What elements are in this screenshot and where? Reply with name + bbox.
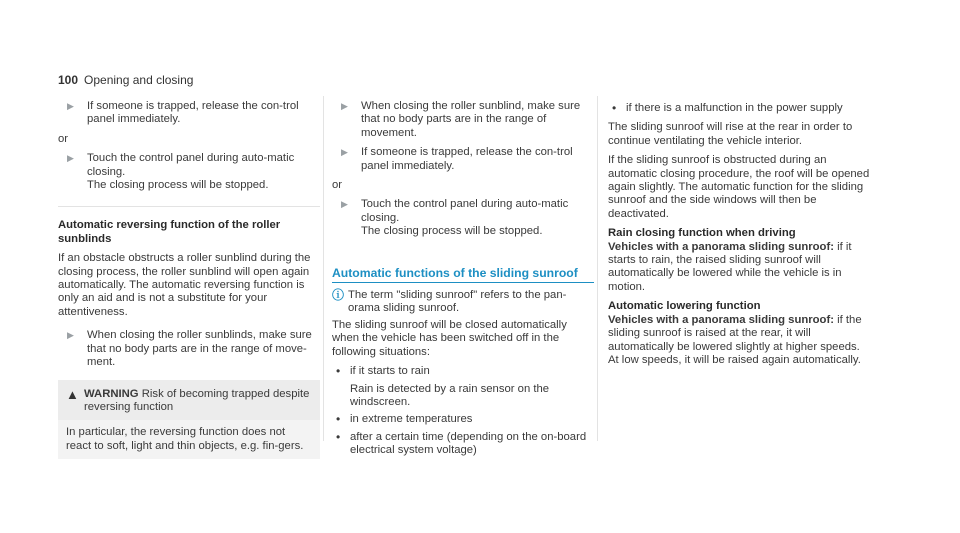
section-heading: Automatic reversing function of the roller sunblinds — [58, 219, 281, 245]
paragraph: If an obstacle obstructs a roller sunblind during the closing process, the roller sunblind will open again automatically. The automatic reversing function is only an aid and is not a substitute for your attentiveness. — [58, 252, 311, 318]
warning-title: Risk of becoming trapped despite reversing function — [84, 387, 310, 413]
arrow-right-icon: ▶ — [341, 101, 348, 111]
column-3 — [608, 96, 870, 373]
instruction-step: ▶ Touch the control panel during auto-matic closing. The closing process will be stopped. — [332, 198, 594, 238]
paragraph: Vehicles with a panorama sliding sunroof: if the sliding sunroof is raised at the rear, it will automatically be lowered slightly at higher speeds. At low speeds, it will be raised again automatically. — [608, 313, 862, 366]
paragraph: The sliding sunroof will rise at the rear in order to continue ventilating the vehicle interior. — [608, 121, 853, 147]
page-header — [58, 74, 193, 87]
arrow-right-icon: ▶ — [67, 153, 74, 164]
page-number: 100 — [58, 73, 79, 87]
paragraph: If the sliding sunroof is obstructed during an automatic closing procedure, the roof will be opened again slightly. The automatic function for the sliding sunroof and the side windows will then be deactivated. — [608, 154, 870, 220]
arrow-right-icon: ▶ — [67, 330, 74, 341]
warning-box — [58, 380, 320, 460]
subheading: Automatic lowering function — [608, 300, 761, 313]
or-label: or — [58, 132, 69, 145]
column-divider — [323, 96, 324, 441]
instruction-step: ▶ If someone is trapped, release the con-trol panel immediately. — [58, 100, 320, 127]
bullet-dot-icon: • — [612, 101, 617, 115]
paragraph: The sliding sunroof will be closed automatically when the vehicle has been switched off in the following situations: — [332, 318, 567, 358]
info-icon: ⓘ — [332, 288, 345, 303]
column-2 — [332, 96, 594, 464]
bullet-dot-icon: • — [336, 364, 341, 379]
instruction-step: ▶ When closing the roller sunblind, make sure that no body parts are in the range of movement. — [332, 100, 594, 140]
arrow-right-icon: ▶ — [67, 101, 74, 111]
warning-text: In particular, the reversing function does not react to soft, light and thin objects, e.g. fin-gers. — [66, 426, 304, 452]
warning-label: WARNING — [84, 387, 139, 400]
list-item: • if there is a malfunction in the power supply — [608, 102, 870, 115]
section-name: Opening and closing — [84, 73, 194, 87]
bullet-dot-icon: • — [336, 429, 341, 444]
list-item: • in extreme temperatures — [332, 413, 594, 426]
list-item: • after a certain time (depending on the on-board electrical system voltage) — [332, 431, 594, 458]
bullet-list — [608, 102, 870, 115]
column-1 — [58, 96, 320, 459]
note: ⓘ The term "sliding sunroof" refers to the pan-orama sliding sunroof. — [332, 288, 567, 315]
bullet-dot-icon: • — [336, 412, 341, 427]
instruction-step: ▶ Touch the control panel during auto-matic closing. The closing process will be stopped. — [58, 152, 320, 192]
arrow-right-icon: ▶ — [341, 199, 348, 210]
or-label: or — [332, 179, 343, 192]
paragraph: Vehicles with a panorama sliding sunroof: if it starts to rain, the raised sliding sunroof will automatically be lowered while the vehicle is in motion. — [608, 240, 852, 293]
warning-triangle-icon: ▲ — [66, 386, 79, 402]
instruction-step: ▶ If someone is trapped, release the con-trol panel immediately. — [332, 146, 594, 173]
column-divider — [597, 96, 598, 441]
subheading: Rain closing function when driving — [608, 227, 796, 240]
arrow-right-icon: ▶ — [341, 147, 348, 158]
bullet-list — [332, 365, 594, 457]
list-item: • if it starts to rain Rain is detected by a rain sensor on the windscreen. — [332, 365, 594, 409]
instruction-step: ▶ When closing the roller sunblinds, make sure that no body parts are in the range of move-ment. — [58, 329, 320, 369]
section-title: Automatic functions of the sliding sunroof — [332, 267, 594, 283]
